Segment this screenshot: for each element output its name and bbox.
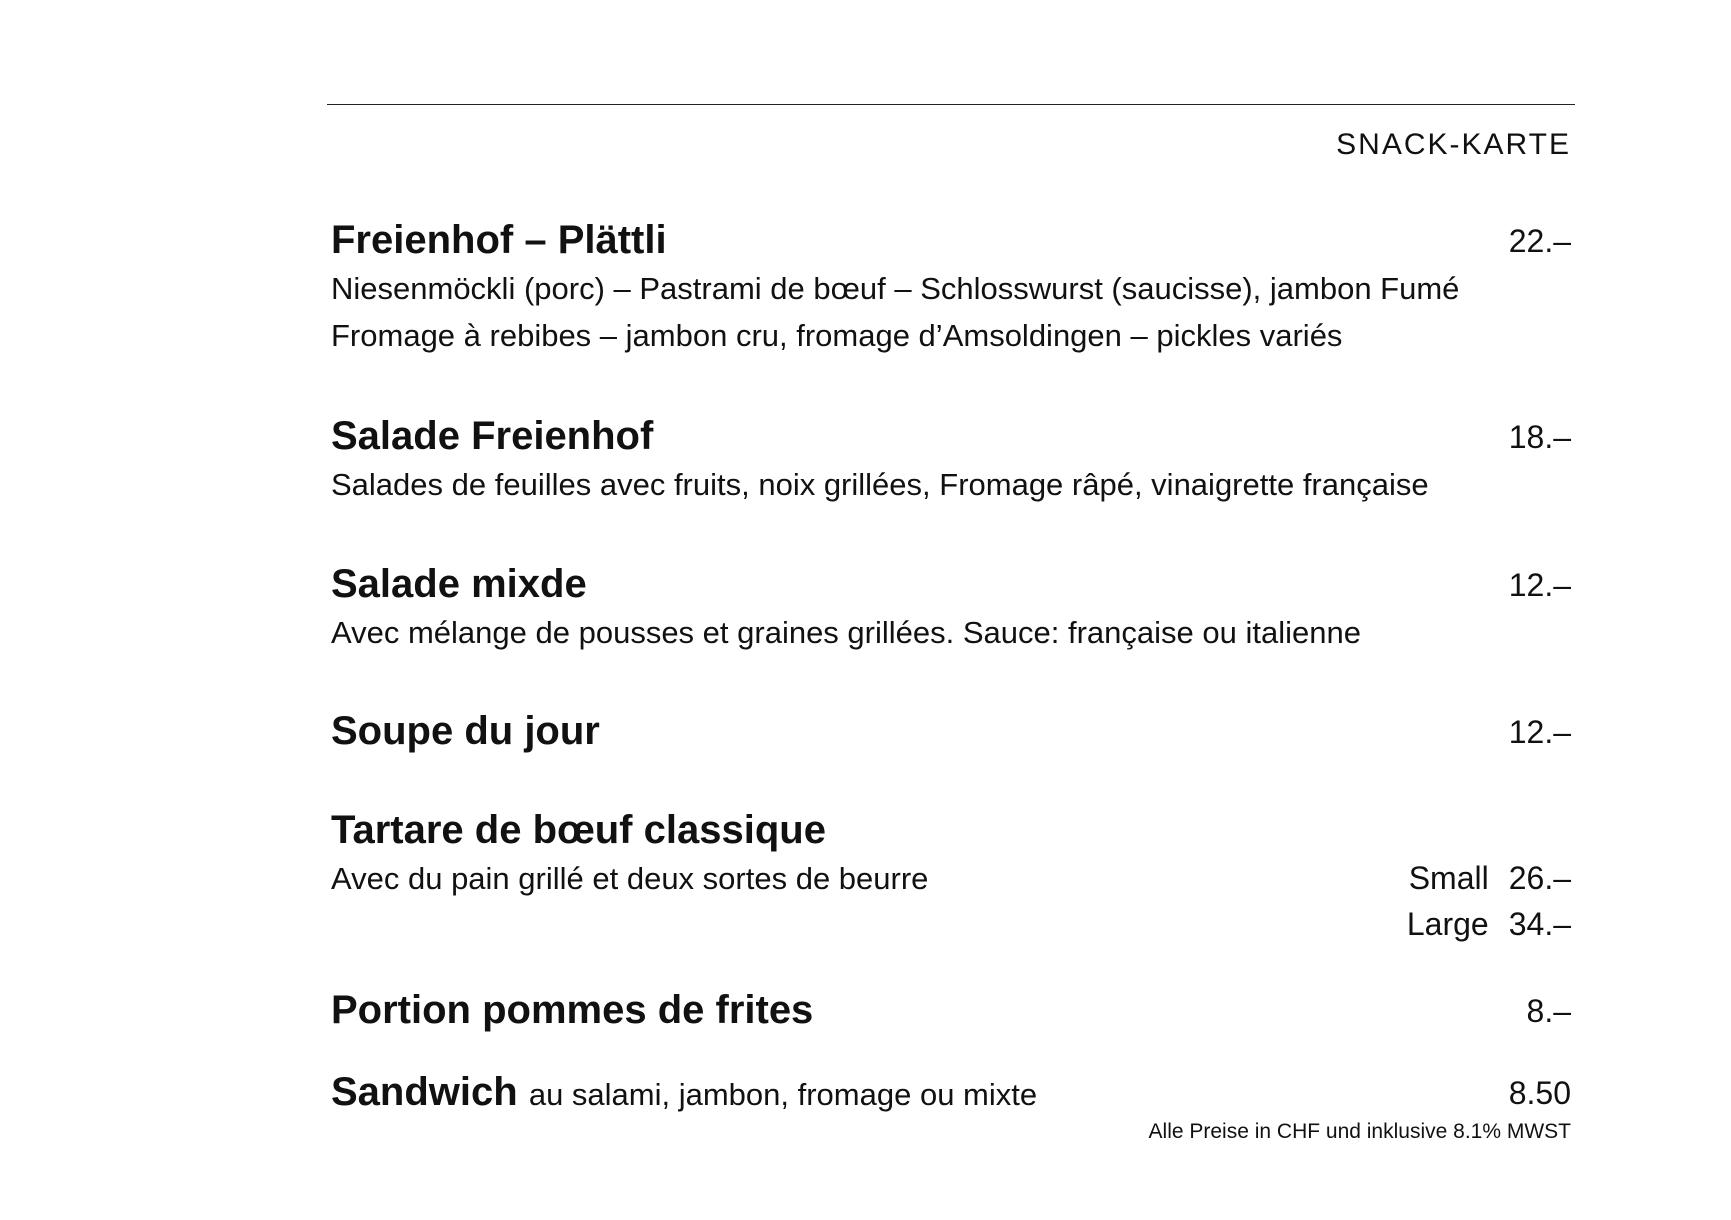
item-description: Salades de feuilles avec fruits, noix grillées, Fromage râpé, vinaigrette française — [331, 467, 1429, 502]
menu-item-salade-mixde — [331, 559, 1571, 656]
size-price: 26.– — [1508, 860, 1571, 896]
item-name: Soupe du jour — [331, 709, 600, 753]
size-row-small — [331, 855, 1571, 901]
item-name: Portion pommes de frites — [331, 988, 814, 1032]
menu-item-portion-frites — [331, 985, 1571, 1035]
size-price-small — [1409, 855, 1571, 901]
size-label: Large — [1406, 906, 1489, 942]
size-price-large — [1407, 901, 1571, 947]
item-name: Salade mixde — [331, 562, 587, 606]
menu-title: SNACK-KARTE — [1336, 128, 1571, 161]
item-name: Salade Freienhof — [331, 414, 654, 458]
menu-item-salade-freienhof — [331, 411, 1571, 508]
sandwich-name: Sandwich — [331, 1070, 518, 1114]
item-price: 12.– — [1508, 567, 1571, 603]
item-name — [331, 1067, 1037, 1120]
sandwich-description: au salami, jambon, fromage ou mixte — [528, 1077, 1038, 1112]
item-description: Niesenmöckli (porc) – Pastrami de bœuf – Schlosswurst (saucisse), jambon Fumé — [331, 271, 1460, 306]
top-divider — [327, 104, 1575, 105]
snack-menu — [327, 0, 1575, 1220]
item-description: Avec mélange de pousses et graines grillées. Sauce: française ou italienne — [331, 615, 1361, 650]
menu-item-tartare-de-boeuf — [331, 805, 1571, 947]
item-price: 8.50 — [1508, 1075, 1571, 1111]
item-name: Tartare de bœuf classique — [331, 808, 826, 852]
item-price: 12.– — [1508, 714, 1571, 750]
item-name: Freienhof – Plättli — [331, 218, 667, 262]
item-description: Fromage à rebibes – jambon cru, fromage d’Amsoldingen – pickles variés — [331, 318, 1343, 353]
menu-item-freienhof-plaettli — [331, 215, 1571, 359]
item-price: 22.– — [1508, 223, 1571, 259]
item-price: 18.– — [1508, 419, 1571, 455]
item-description: Avec du pain grillé et deux sortes de beurre — [331, 861, 929, 896]
item-price: 8.– — [1526, 993, 1571, 1029]
size-row-large — [331, 901, 1571, 947]
menu-item-soupe-du-jour — [331, 706, 1571, 756]
size-price: 34.– — [1508, 906, 1571, 942]
menu-item-sandwich — [331, 1067, 1571, 1117]
size-label: Small — [1408, 860, 1489, 896]
price-footnote: Alle Preise in CHF und inklusive 8.1% MWST — [1148, 1120, 1571, 1143]
